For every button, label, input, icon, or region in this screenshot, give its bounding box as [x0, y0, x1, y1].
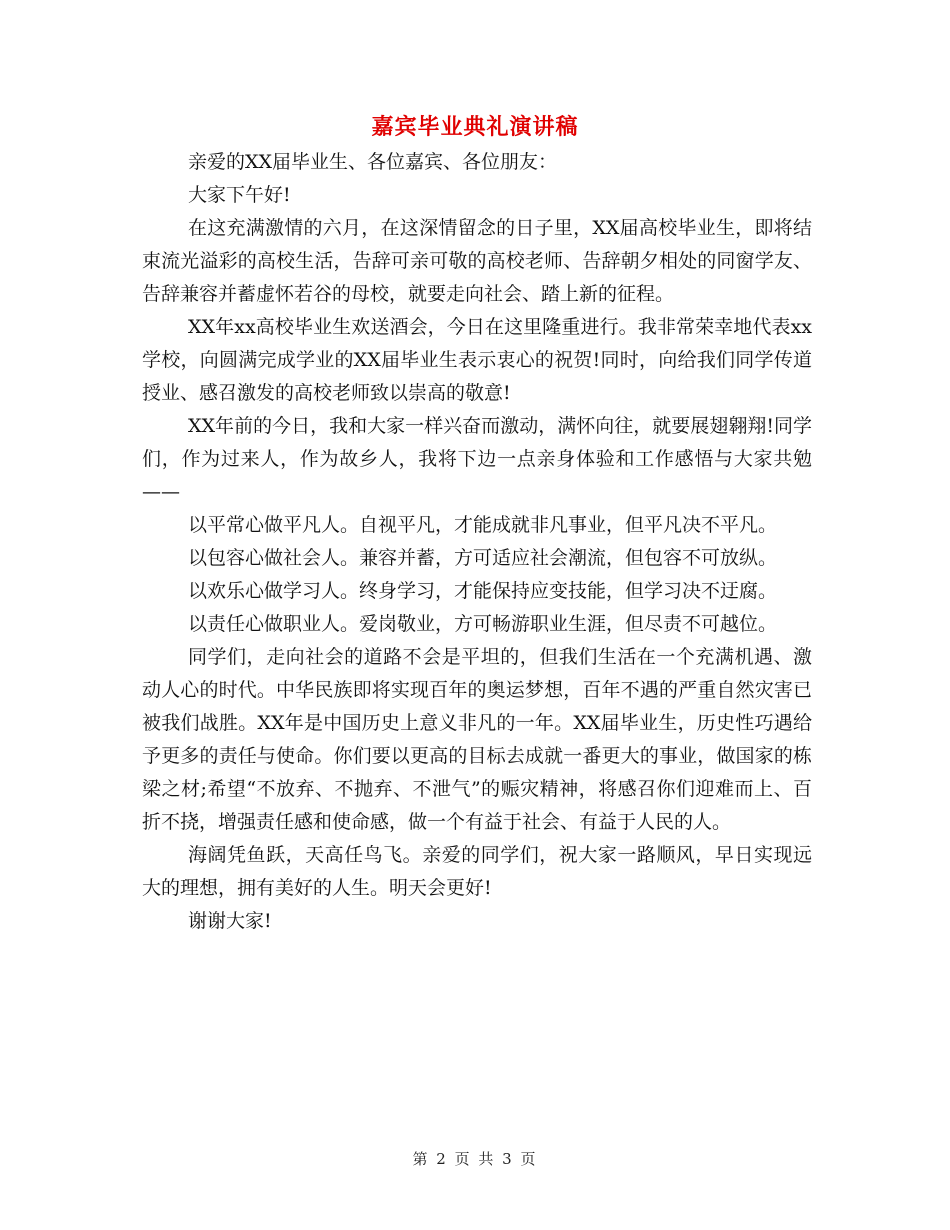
paragraph: XX年xx高校毕业生欢送酒会，今日在这里隆重进行。我非常荣幸地代表xx学校，向圆满完成学业的XX届毕业生表示衷心的祝贺!同时，向给我们同学传道授业、感召激发的高校老师致以崇高的敬意!: [142, 316, 812, 404]
paragraph: 在这充满激情的六月，在这深情留念的日子里，XX届高校毕业生，即将结束流光溢彩的高校生活，告辞可亲可敬的高校老师、告辞朝夕相处的同窗学友、告辞兼容并蓄虚怀若谷的母校，就要走向社会、踏上新的征程。: [142, 217, 812, 305]
paragraph: XX年前的今日，我和大家一样兴奋而激动，满怀向往，就要展翅翱翔!同学们，作为过来人，作为故乡人，我将下边一点亲身体验和工作感悟与大家共勉——: [142, 415, 812, 503]
document-body: [142, 146, 812, 938]
paragraph: 以欢乐心做学习人。终身学习，才能保持应变技能，但学习决不迂腐。: [188, 580, 778, 602]
paragraph: 以包容心做社会人。兼容并蓄，方可适应社会潮流，但包容不可放纵。: [188, 547, 778, 569]
paragraph: 海阔凭鱼跃，天高任鸟飞。亲爱的同学们，祝大家一路顺风，早日实现远大的理想，拥有美好的人生。明天会更好!: [142, 844, 812, 899]
paragraph-salutation: 亲爱的XX届毕业生、各位嘉宾、各位朋友：: [188, 151, 558, 173]
paragraph: 以责任心做职业人。爱岗敬业，方可畅游职业生涯，但尽责不可越位。: [188, 613, 778, 635]
paragraph: 以平常心做平凡人。自视平凡，才能成就非凡事业，但平凡决不平凡。: [188, 514, 778, 536]
page-footer: 第 2 页 共 3 页: [412, 1150, 538, 1168]
paragraph-greeting: 大家下午好!: [188, 184, 291, 206]
paragraph: 同学们，走向社会的道路不会是平坦的，但我们生活在一个充满机遇、激动人心的时代。中华民族即将实现百年的奥运梦想，百年不遇的严重自然灾害已被我们战胜。XX年是中国历史上意义非凡的一年。XX届毕业生，历史性巧遇给予更多的责任与使命。你们要以更高的目标去成就一番更大的事业，做国家的栋梁之材;希望“不放弃、不抛弃、不泄气”的赈灾精神，将感召你们迎难而上、百折不挠，增强责任感和使命感，做一个有益于社会、有益于人民的人。: [142, 646, 812, 833]
document-title: 嘉宾毕业典礼演讲稿: [371, 114, 579, 140]
paragraph-closing: 谢谢大家!: [188, 910, 272, 932]
